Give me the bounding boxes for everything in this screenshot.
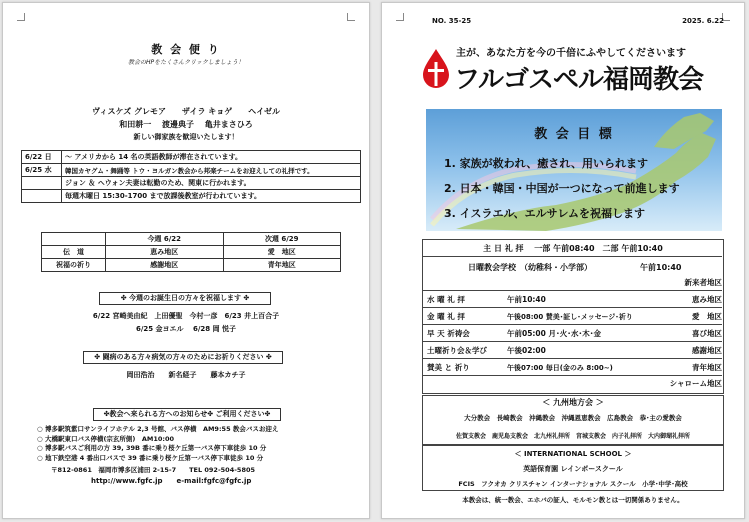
goal-2: 2. 日本・韓国・中国が一つになって前進します	[444, 182, 680, 195]
announcement-text: ジョン ＆ ヘウォン夫妻は転勤のため、関東に行かれます。	[62, 177, 361, 190]
schedule-group: 感謝地区	[692, 346, 722, 355]
crop-mark	[347, 13, 355, 21]
duty-header: 今週 6/22	[106, 233, 224, 246]
access-line: 博多駅バスご利用の方 39, 39B 番に乗り桜ケ丘第一バス停下車徒歩 10 分	[44, 444, 267, 452]
right-page	[381, 2, 745, 519]
crop-mark	[17, 13, 25, 21]
table-row	[42, 233, 341, 246]
schedule-group: シャローム地区	[669, 379, 722, 388]
announcement-date	[22, 190, 62, 203]
issue-date: 2025. 6.22	[682, 17, 724, 25]
divider	[422, 307, 722, 308]
duty-cell: 感謝地区	[106, 259, 224, 272]
access-line: 大橋駅東口バス停横(宗玄所側) AM10:00	[44, 434, 175, 443]
goal-1: 1. 家族が救われ、癒され、用いられます	[444, 157, 648, 170]
bulletin-subtitle: 教会のHPをたくさんクリックしましょう！	[128, 59, 244, 66]
schedule-name: 土曜祈り会＆学び	[427, 346, 487, 355]
divider	[422, 324, 722, 325]
schedule-row	[427, 276, 722, 290]
disclaimer: 本教会は、統一教会、エホバの証人、モルモン教とは一切関係ありません。	[462, 496, 684, 504]
schedule-time: 午後07:00 毎日(金のみ 8:00~)	[507, 364, 613, 372]
divider	[422, 290, 722, 291]
schedule-row	[427, 327, 722, 341]
schedule-group: 喜び地区	[692, 329, 722, 338]
table-row	[22, 190, 361, 203]
left-page	[2, 2, 370, 519]
duty-cell: 愛 地区	[223, 246, 341, 259]
schedule-time	[507, 276, 660, 290]
announcements-table	[21, 150, 361, 203]
schedule-name: 賛美 と 祈り	[427, 363, 470, 372]
access-line: 博多駅筑紫口サンライフホテル 2,3 号館、バス停横 AM9:55 教会バスお迎え	[44, 425, 279, 433]
access-line: 地下鉄空港 4 番出口バスで 39 番に乗り桜ケ丘第一バス停下車徒歩 10 分	[44, 453, 264, 462]
kyushu-line-2: 佐賀支教会 鹿児島支教会 北九州礼拝所 宮城支教会 内子礼拝所 大内御瑚礼拝所	[455, 433, 690, 440]
schedule-row	[427, 344, 722, 358]
list-item: ○ 博多駅バスご利用の方 39, 39B 番に乗り桜ケ丘第一バス停下車徒歩 10 分	[37, 444, 267, 452]
kyushu-line-1: 大分教会 長崎教会 沖縄教会 沖縄恩恵教会 広島教会 恭･主の愛教会	[464, 414, 682, 422]
sunday-school-label: 日曜教会学校 （幼稚科・小学部）	[468, 263, 592, 272]
cross-vertical	[435, 62, 438, 86]
schedule-time: 午前05:00 月･火･水･木･金	[507, 329, 601, 338]
church-address: 〒812-0861 福岡市博多区浦田 2-15-7 TEL 092-504-5805	[51, 466, 256, 474]
goal-3: 3. イスラエル、エルサレムを祝福します	[444, 207, 646, 220]
duty-cell: 祝福の祈り	[42, 259, 106, 272]
access-title: ✤教会へ来られる方へのお知らせ✤ ご利用ください✤	[93, 408, 281, 421]
announcement-date: 6/25 水	[22, 164, 62, 177]
schedule-row	[427, 377, 722, 391]
duty-cell: 恵み地区	[106, 246, 224, 259]
table-row	[42, 259, 341, 272]
schedule-name	[427, 377, 507, 391]
bulletin-title: 教 会 便 り	[151, 43, 221, 56]
divider	[422, 341, 722, 342]
birthday-line-2: 6/25 金ヨエル 6/28 岡 悦子	[135, 325, 237, 333]
birthday-title: ✤ 今週のお誕生日の方々を祝福します ✤	[99, 292, 271, 305]
list-item: ○ 大橋駅東口バス停横(宗玄所側) AM10:00	[37, 434, 175, 443]
crop-mark	[396, 13, 404, 21]
list-item: ○ 地下鉄空港 4 番出口バスで 39 番に乗り桜ケ丘第一バス停下車徒歩 10 分	[37, 453, 264, 462]
sunday-school-time: 午前10:40	[640, 263, 682, 272]
schedule-time: 午後08:00 賛美･証し･メッセージ･祈り	[507, 313, 633, 321]
cross-horizontal	[428, 69, 444, 72]
duty-table	[41, 232, 341, 272]
schedule-time: 午前10:40	[507, 295, 546, 304]
divider	[422, 256, 722, 257]
table-row	[22, 177, 361, 190]
announcement-text: 毎週木曜日 15:30-1700 まで放課後教室が行われています。	[62, 190, 361, 203]
list-item: ○ 博多駅筑紫口サンライフホテル 2,3 号館、バス停横 AM9:55 教会バスお迎え	[37, 425, 279, 433]
schedule-row	[427, 310, 722, 324]
new-family-names-2: 和田耕一 渡邊典子 亀井まさひろ	[119, 120, 253, 129]
school-title: ＜ INTERNATIONAL SCHOOL ＞	[514, 450, 632, 458]
tagline: 主が、あなた方を今の千倍にふやしてくださいます	[456, 48, 686, 59]
schedule-group: 新来者地区	[684, 278, 722, 287]
church-logo-icon	[420, 47, 452, 91]
birthday-line-1: 6/22 宮崎美由紀 上田優聖 今村一彦 6/23 井上百合子	[92, 312, 280, 320]
announcement-text: 韓国カヤグム・舞踊等 トウ・ヨルガン教会から邦楽チームをお迎えしての礼拝です。	[62, 164, 361, 177]
announcement-date: 6/22 日	[22, 151, 62, 164]
announcement-date	[22, 177, 62, 190]
school-line-1: 英語保育園 レインボースクール	[523, 465, 623, 473]
schedule-name: 水 曜 礼 拝	[427, 295, 465, 304]
schedule-group: 青年地区	[692, 363, 722, 372]
schedule-name: 早 天 祈祷会	[427, 329, 470, 338]
duty-header: 次週 6/29	[223, 233, 341, 246]
issue-number: NO. 35-25	[432, 17, 472, 25]
schedule-row	[427, 293, 722, 307]
church-name: フルゴスペル福岡教会	[454, 65, 703, 95]
new-family-welcome: 新しい御家族を歓迎いたします！	[133, 133, 239, 141]
duty-cell: 伝 道	[42, 246, 106, 259]
announcement-text: ～ アメリカから 14 名の英語教師が滞在されています。	[62, 151, 361, 164]
kyushu-title: ＜ 九州地方会 ＞	[542, 398, 604, 407]
access-list	[37, 425, 278, 463]
table-row	[22, 164, 361, 177]
table-row	[42, 246, 341, 259]
duty-cell: 青年地区	[223, 259, 341, 272]
main-service: 主 日 礼 拝 一部 午前08:40 二部 午前10:40	[483, 244, 663, 253]
divider	[422, 375, 722, 376]
church-website[interactable]: http://www.fgfc.jp e-mail:fgfc@fgfc.jp	[91, 477, 252, 485]
illness-names: 岡田浩治 新名経子 藤本カチ子	[126, 371, 246, 379]
school-line-2: FCIS フクオカ クリスチャン インターナショナル スクール 小学･中学･高校	[458, 480, 688, 488]
divider	[422, 358, 722, 359]
schedule-group: 愛 地区	[692, 312, 722, 321]
schedule-group: 恵み地区	[692, 295, 722, 304]
schedule-time: 午後02:00	[507, 346, 546, 355]
new-family-names-1: ヴィスケズ グレモア ザイラ キョゲ ヘイゼル	[92, 107, 280, 116]
table-row	[22, 151, 361, 164]
goals-banner	[426, 109, 722, 231]
schedule-name: 金 曜 礼 拝	[427, 312, 465, 321]
schedule-time	[507, 377, 660, 391]
goals-title: 教 会 目 標	[534, 127, 614, 142]
schedule-row	[427, 361, 722, 375]
illness-title: ✤ 闘病のある方々病気の方々のためにお祈りください ✤	[83, 351, 283, 364]
schedule-name	[427, 276, 507, 290]
duty-header	[42, 233, 106, 246]
